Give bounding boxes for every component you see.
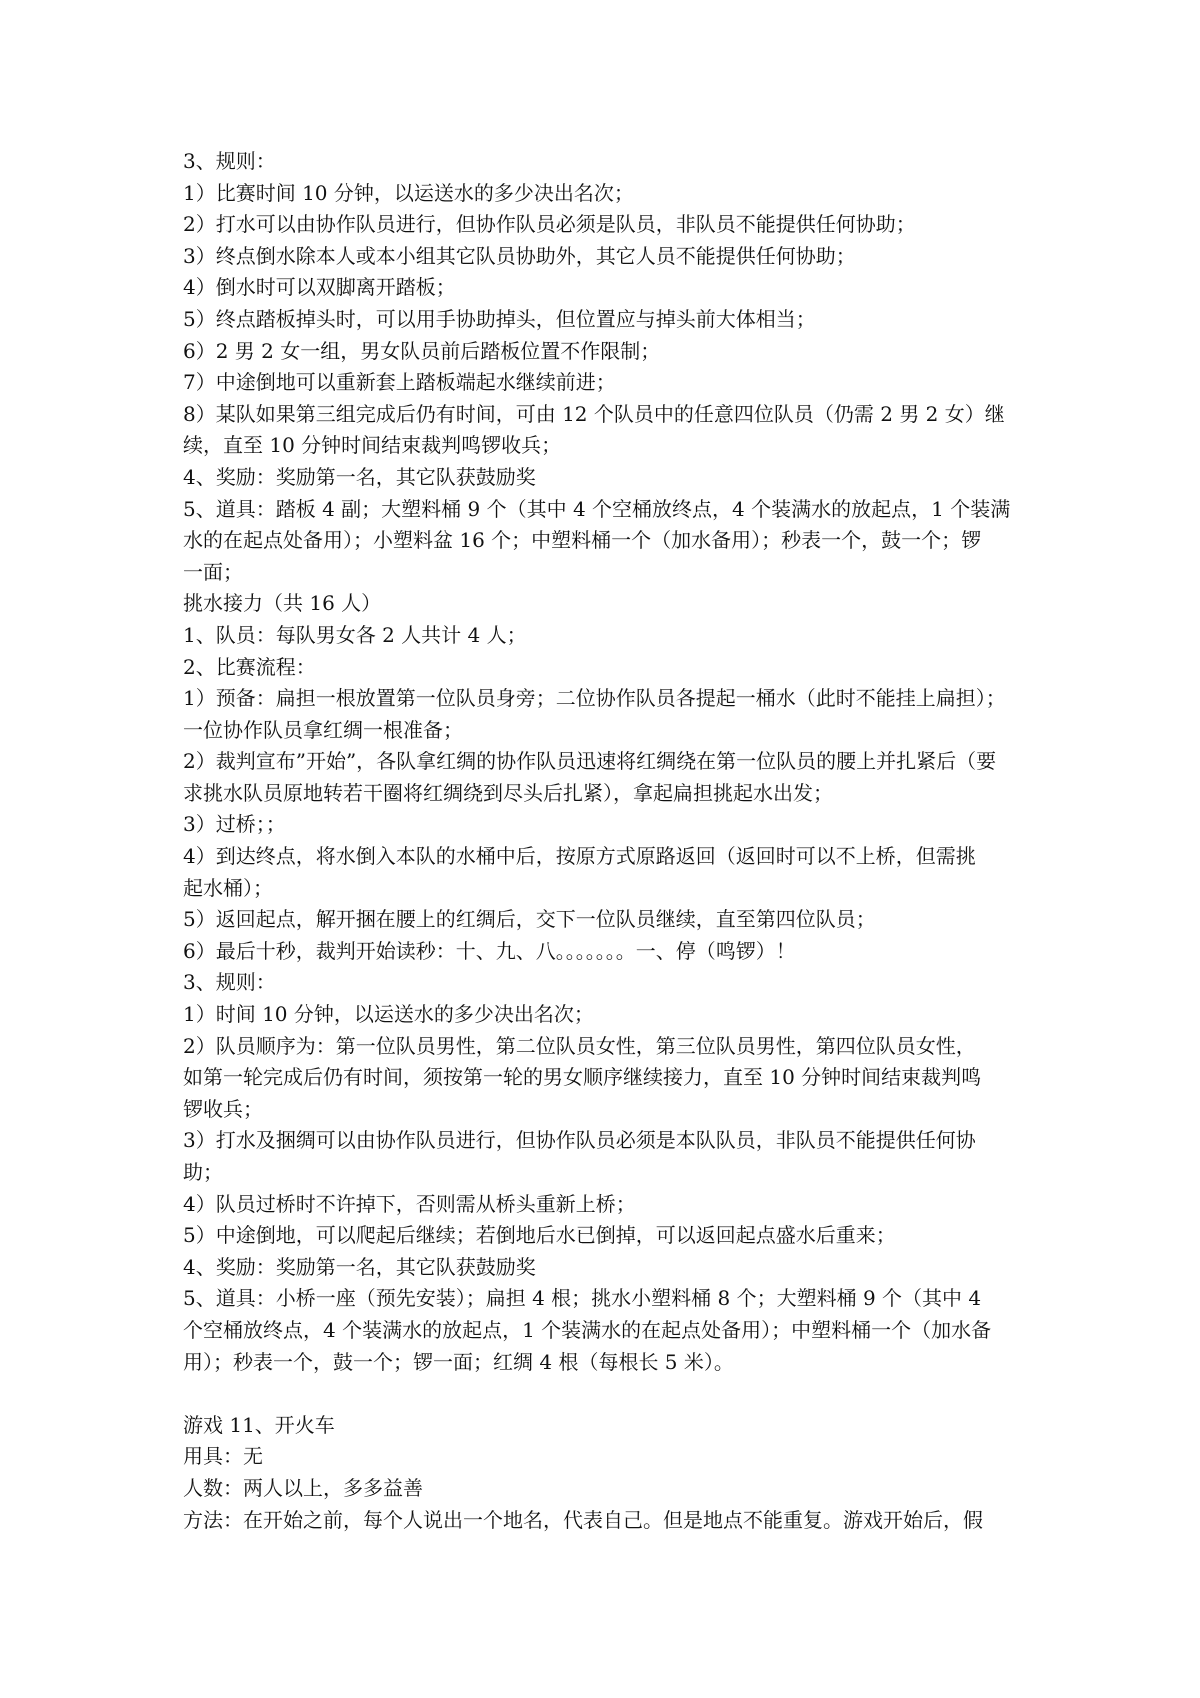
text-line: 游戏 11、开火车	[183, 1412, 335, 1437]
text-line: 5）终点踏板掉头时，可以用手协助掉头，但位置应与掉头前大体相当；	[183, 306, 816, 331]
text-line: 2）队员顺序为：第一位队员男性，第二位队员女性，第三位队员男性，第四位队员女性，	[183, 1033, 976, 1058]
text-line: 3）过桥；；	[183, 812, 286, 837]
text-line: 4）队员过桥时不许掉下，否则需从桥头重新上桥；	[183, 1191, 636, 1216]
text-line: 2、比赛流程：	[183, 654, 316, 679]
text-line: 方法：在开始之前，每个人说出一个地名，代表自己。但是地点不能重复。游戏开始后，假	[183, 1507, 983, 1532]
text-line: 求挑水队员原地转若干圈将红绸绕到尽头后扎紧），拿起扁担挑起水出发；	[183, 780, 833, 805]
text-line: 7）中途倒地可以重新套上踏板端起水继续前进；	[183, 370, 616, 395]
text-line: 助；	[183, 1160, 223, 1184]
text-line: 6）最后十秒，裁判开始读秒：十、九、八。。。。。。。一、停（鸣锣）！	[183, 938, 796, 963]
text-line: 8）某队如果第三组完成后仍有时间，可由 12 个队员中的任意四位队员（仍需 2 男 2 女）继	[183, 401, 1005, 426]
text-line: 1）比赛时间 10 分钟，以运送水的多少决出名次；	[183, 180, 634, 205]
document-page	[183, 146, 1028, 1536]
blank-line	[183, 1378, 1028, 1410]
text-line: 一面；	[183, 559, 243, 584]
text-line: 1、队员：每队男女各 2 人共计 4 人；	[183, 622, 527, 647]
text-line: 3、规则：	[183, 970, 276, 995]
text-line: 5、道具：踏板 4 副；大塑料桶 9 个（其中 4 个空桶放终点，4 个装满水的放起点，1 个装满	[183, 496, 1011, 521]
text-line: 5）返回起点，解开捆在腰上的红绸后，交下一位队员继续，直至第四位队员；	[183, 907, 876, 932]
text-line: 4、奖励：奖励第一名，其它队获鼓励奖	[183, 464, 536, 489]
text-line: 起水桶）；	[183, 875, 273, 900]
text-line: 6）2 男 2 女一组，男女队员前后踏板位置不作限制；	[183, 338, 661, 363]
text-line: 3）打水及捆绸可以由协作队员进行，但协作队员必须是本队队员，非队员不能提供任何协	[183, 1128, 976, 1153]
text-line: 挑水接力（共 16 人）	[183, 591, 382, 616]
text-line: 1）预备：扁担一根放置第一位队员身旁；二位协作队员各提起一桶水（此时不能挂上扁担）；	[183, 686, 1006, 711]
text-line: 锣收兵；	[183, 1096, 263, 1121]
text-line: 2）打水可以由协作队员进行，但协作队员必须是队员，非队员不能提供任何协助；	[183, 212, 916, 237]
text-line: 5、道具：小桥一座（预先安装）；扁担 4 根；挑水小塑料桶 8 个；大塑料桶 9 个（其中 4	[183, 1286, 982, 1311]
text-line: 5）中途倒地，可以爬起后继续；若倒地后水已倒掉，可以返回起点盛水后重来；	[183, 1223, 896, 1248]
text-line: 用）；秒表一个，鼓一个；锣一面；红绸 4 根（每根长 5 米）。	[183, 1349, 734, 1374]
text-line: 3）终点倒水除本人或本小组其它队员协助外，其它人员不能提供任何协助；	[183, 243, 856, 268]
text-line: 水的在起点处备用）；小塑料盆 16 个；中塑料桶一个（加水备用）；秒表一个，鼓一个；锣	[183, 528, 982, 553]
text-line: 3、规则：	[183, 149, 276, 173]
text-line: 续，直至 10 分钟时间结束裁判鸣锣收兵；	[183, 433, 562, 458]
text-line: 用具：无	[183, 1444, 263, 1469]
text-line: 2）裁判宣布”开始”，各队拿红绸的协作队员迅速将红绸绕在第一位队员的腰上并扎紧后（要	[183, 749, 997, 774]
text-line: 4）到达终点，将水倒入本队的水桶中后，按原方式原路返回（返回时可以不上桥，但需挑	[183, 844, 976, 869]
text-line: 人数：两人以上，多多益善	[183, 1475, 423, 1500]
text-line: 1）时间 10 分钟，以运送水的多少决出名次；	[183, 1002, 594, 1027]
text-line: 如第一轮完成后仍有时间，须按第一轮的男女顺序继续接力，直至 10 分钟时间结束裁判鸣	[183, 1065, 982, 1090]
text-line: 4）倒水时可以双脚离开踏板；	[183, 275, 456, 300]
text-line: 4、奖励：奖励第一名，其它队获鼓励奖	[183, 1254, 536, 1279]
text-line: 个空桶放终点，4 个装满水的放起点，1 个装满水的在起点处备用）；中塑料桶一个（加水备	[183, 1317, 992, 1342]
text-line: 一位协作队员拿红绸一根准备；	[183, 717, 463, 742]
